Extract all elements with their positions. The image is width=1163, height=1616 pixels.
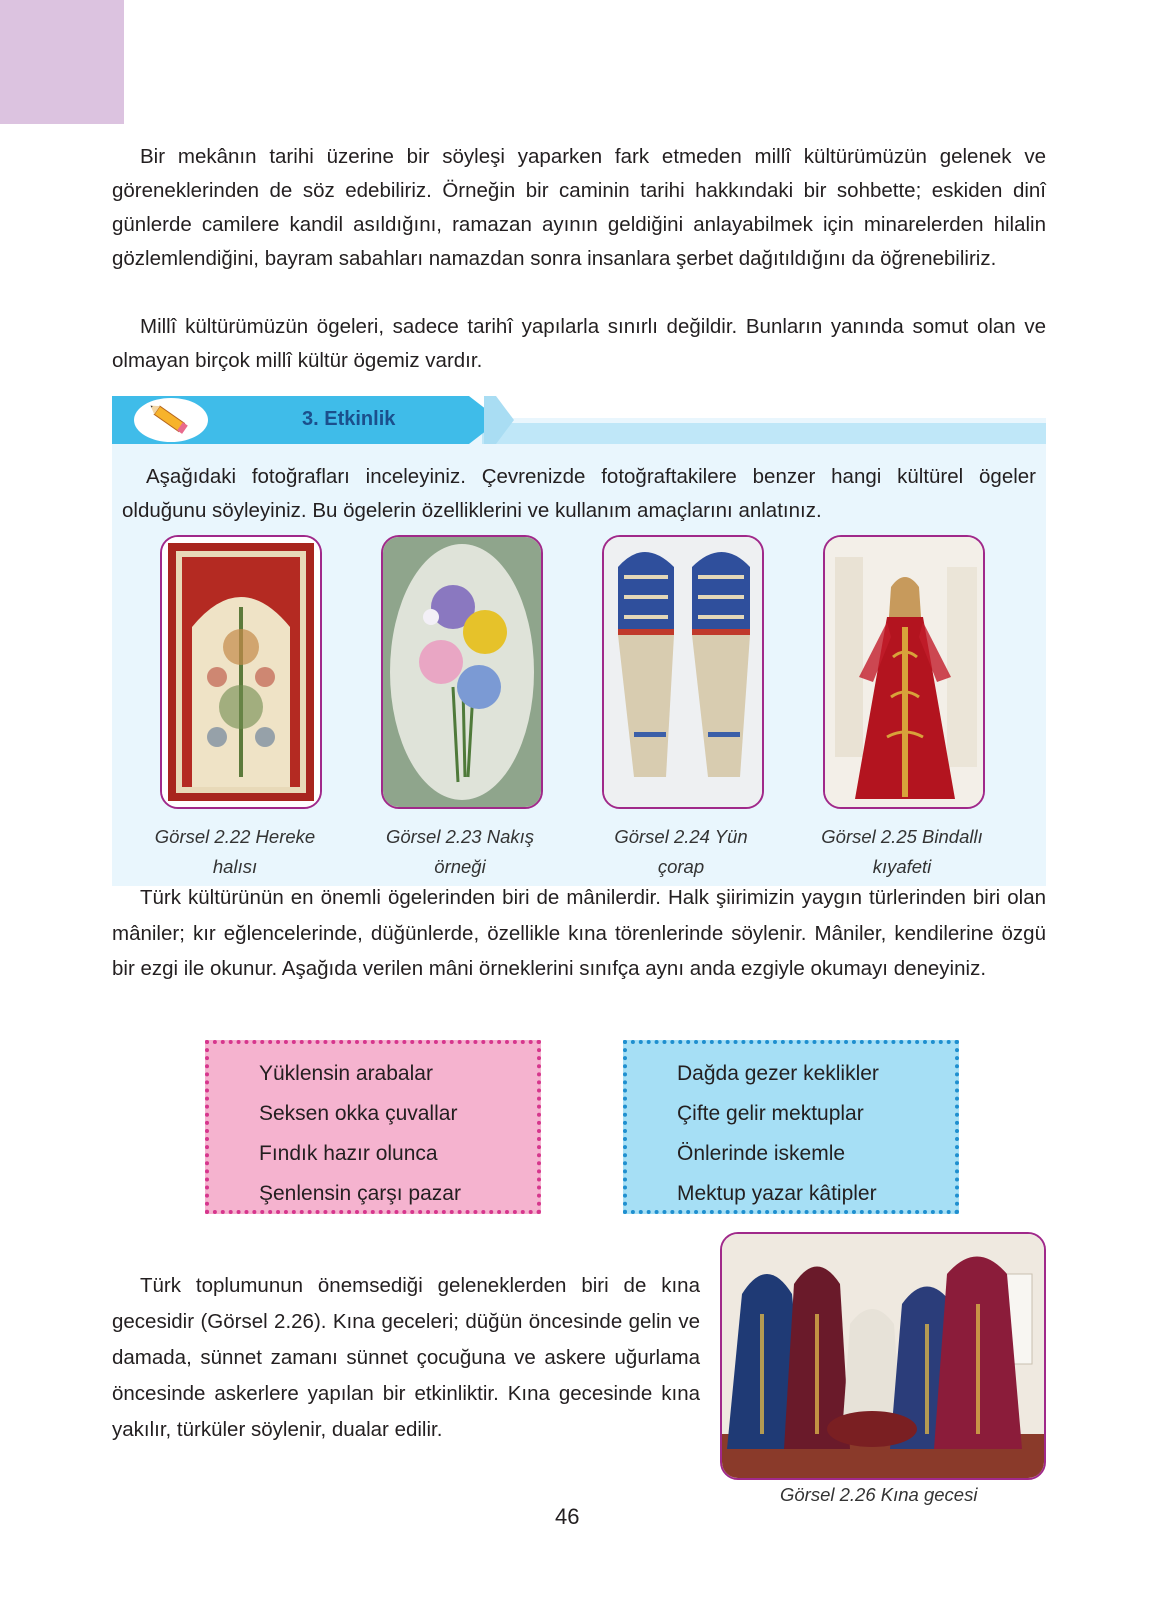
mani-intro-paragraph: Türk kültürünün en önemli ögelerinden biri de mânilerdir. Halk şiirimizin yaygın türlerinden biri olan mâniler; kır eğlencelerinde, düğünlerde, özellikle kına törenlerinde söylenir. Mâniler, kendilerine özgü bir ezgi ile okunur. Aşağıda verilen mâni örneklerini sınıfça aynı anda ezgiyle okumayı deneyiniz. xyxy=(112,886,1046,980)
figure-caption: Görsel 2.25 Bindallı kıyafeti xyxy=(821,826,983,877)
bindalli-dress-image xyxy=(823,535,985,809)
intro-paragraph-2: Millî kültürümüzün ögeleri, sadece tarihî yapılarla sınırlı değildir. Bunların yanında somut olan ve olmayan birçok millî kültür ögemiz vardır. xyxy=(112,315,1046,372)
mani-box-2 xyxy=(623,1040,959,1214)
mani-line: Mektup yazar kâtipler xyxy=(677,1182,877,1205)
intro-paragraph-1: Bir mekânın tarihi üzerine bir söyleşi yaparken fark etmeden millî kültürümüzün gelenek ve göreneklerinden de söz edebiliriz. Örneğin bir caminin tarihi hakkındaki bir sohbette; eskiden dinî günlerde camilere kandil asıldığını, ramazan ayının geldiğini anlayabilmek için minarelerden hilalin gözlemlendiğini, bayram sabahları namazdan sonra insanlara şerbet dağıtıldığını da öğrenebiliriz. xyxy=(112,145,1046,270)
corner-decoration xyxy=(0,0,124,124)
figure-caption: Görsel 2.23 Nakış örneği xyxy=(385,826,535,877)
mani-line: Çifte gelir mektuplar xyxy=(677,1102,864,1125)
mani-line: Yüklensin arabalar xyxy=(259,1062,433,1085)
activity-title: 3. Etkinlik xyxy=(302,408,396,430)
kina-gecesi-image xyxy=(720,1232,1046,1480)
activity-header xyxy=(112,396,1046,444)
pencil-icon xyxy=(134,398,208,442)
mani-line: Önlerinde iskemle xyxy=(677,1142,846,1165)
page-number: 46 xyxy=(555,1504,580,1529)
kina-paragraph: Türk toplumunun önemsediği geleneklerden biri de kına gecesidir (Görsel 2.26). Kına geceleri; düğün öncesinde gelin ve damada, sünnet zamanı sünnet çocuğuna ve askere uğurlama öncesinde askerlere yapılan bir etkinliktir. Kına gecesinde kına yakılır, türküler söylenir, dualar edilir. xyxy=(112,1274,700,1441)
activity-instructions: Aşağıdaki fotoğrafları inceleyiniz. Çevrenizde fotoğraftakilere benzer hangi kültürel ögeler olduğunu söyleyiniz. Bu ögelerin özelliklerini ve kullanım amaçlarını anlatınız. xyxy=(122,465,1036,522)
mani-box-1 xyxy=(205,1040,541,1214)
figure-caption: Görsel 2.22 Hereke halısı xyxy=(154,826,316,877)
embroidery-image xyxy=(381,535,543,809)
mani-line: Seksen okka çuvallar xyxy=(259,1102,458,1125)
mani-line: Dağda gezer keklikler xyxy=(677,1062,879,1085)
figure-caption: Görsel 2.24 Yün çorap xyxy=(614,826,748,877)
mani-line: Fındık hazır olunca xyxy=(259,1142,438,1165)
wool-socks-image xyxy=(602,535,764,809)
kina-caption: Görsel 2.26 Kına gecesi xyxy=(780,1484,978,1505)
mani-line: Şenlensin çarşı pazar xyxy=(259,1182,461,1205)
hereke-carpet-image xyxy=(160,535,322,809)
